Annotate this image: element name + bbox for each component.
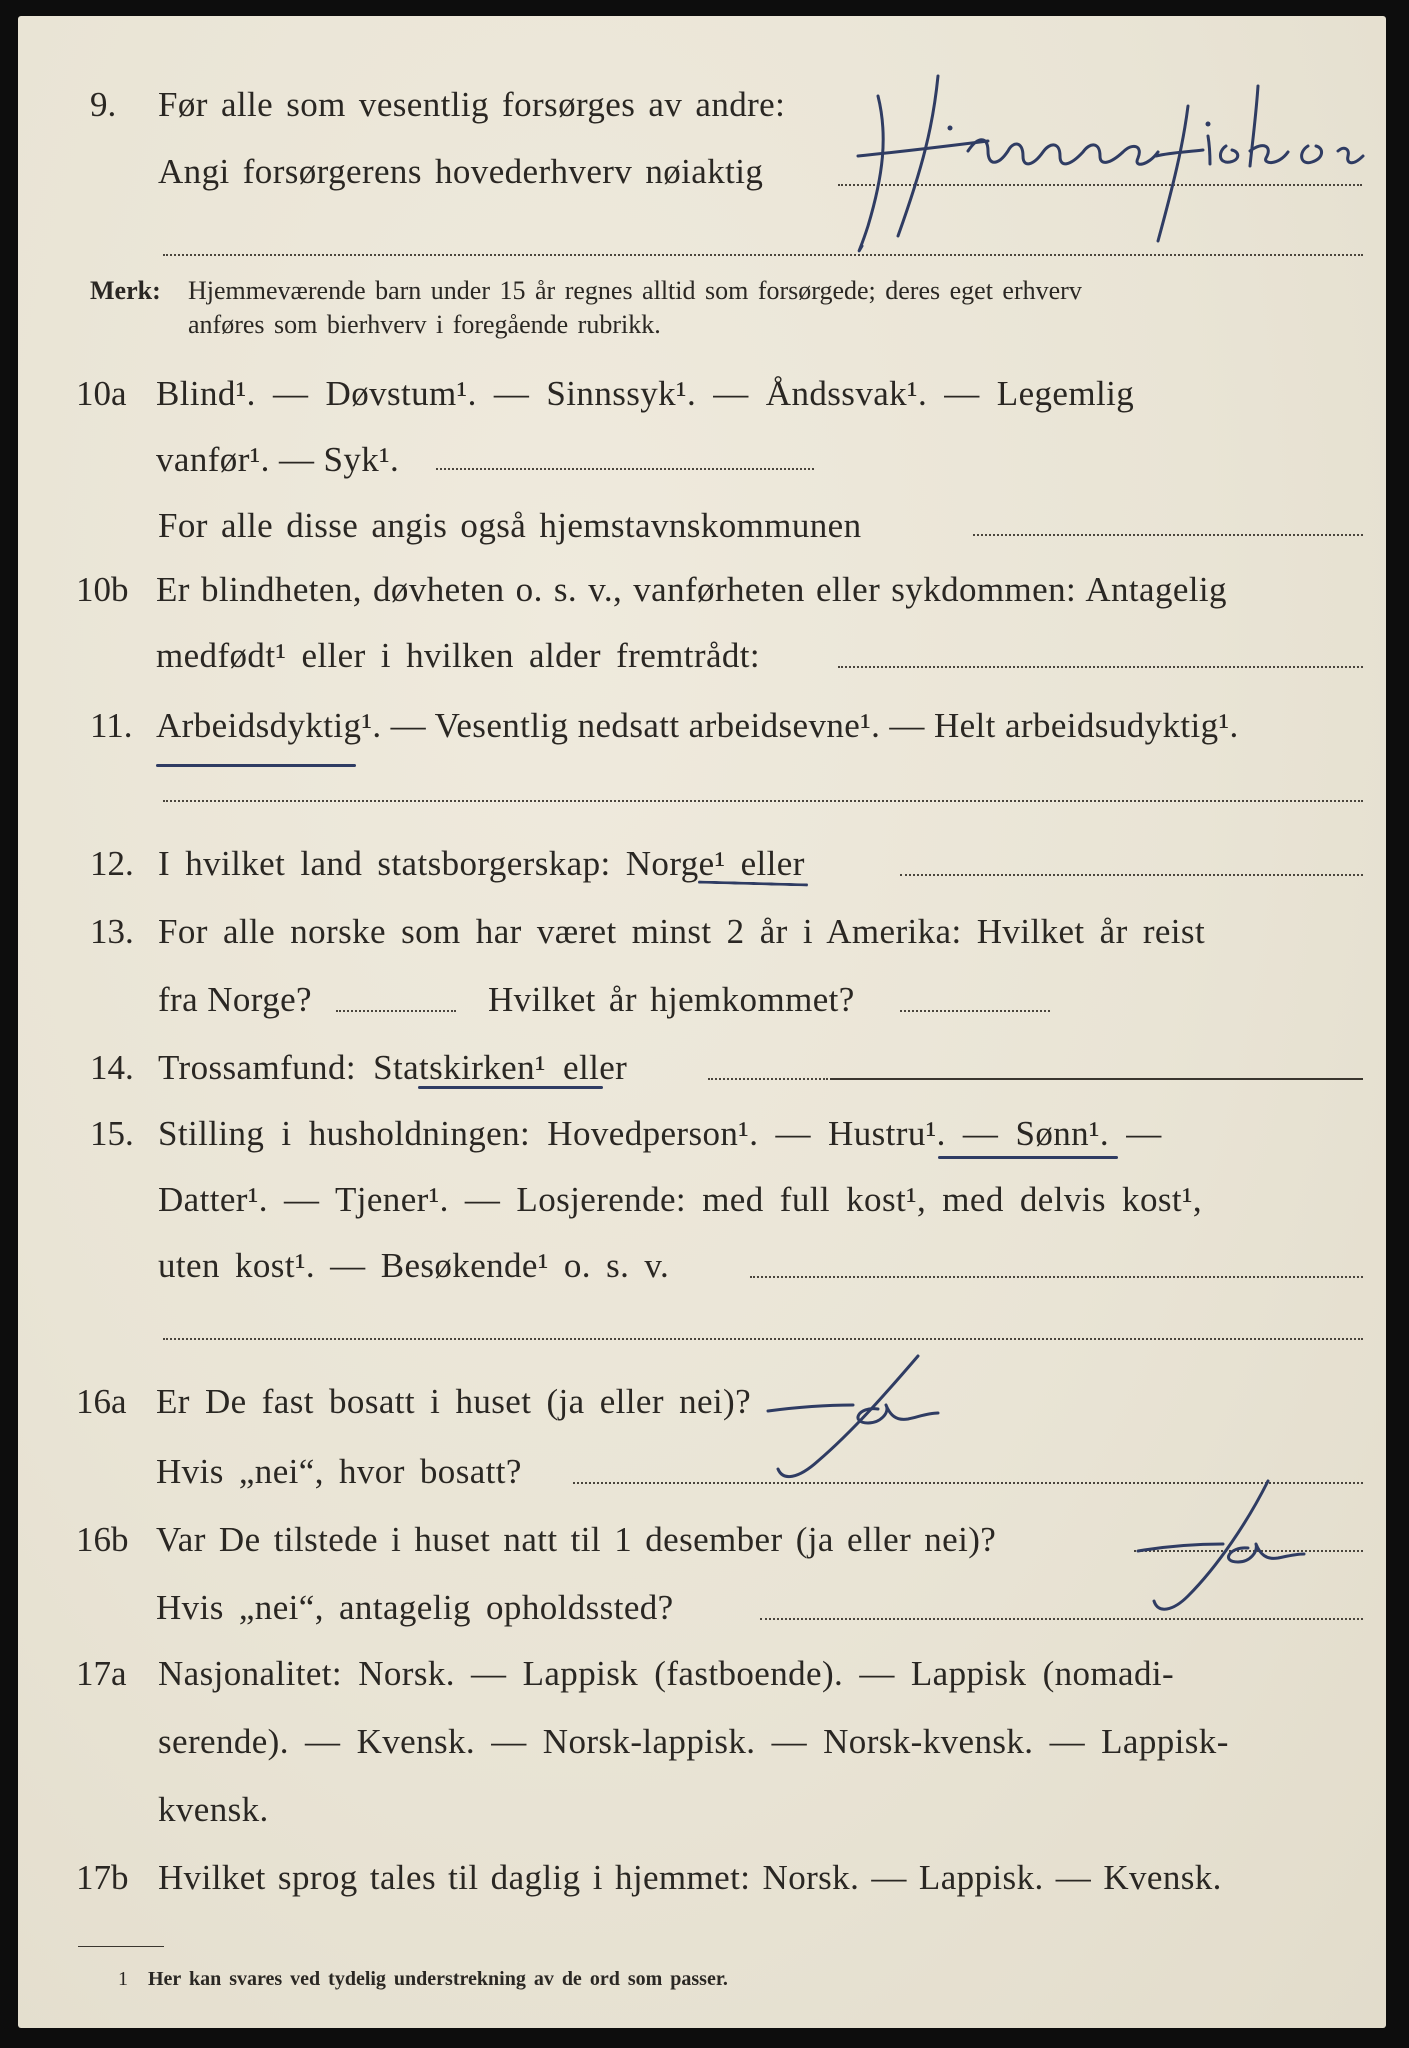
q10a-municipality-line — [973, 534, 1363, 536]
q16a-handwritten-answer — [758, 1341, 968, 1501]
q9-number: 9. — [90, 85, 117, 124]
q13-line2a: fra Norge? — [158, 980, 312, 1019]
q17a-line1: Nasjonalitet: Norsk. — Lappisk (fastboende). — Lappisk (nomadi- — [158, 1654, 1175, 1693]
q13-departure-line — [336, 1010, 456, 1012]
census-form-paper — [18, 16, 1386, 2028]
q10a-line1: Blind¹. — Døvstum¹. — Sinnssyk¹. — Åndssvak¹. — Legemlig — [156, 374, 1135, 413]
q17b-number: 17b — [76, 1858, 129, 1897]
q17a-number: 17a — [76, 1654, 127, 1693]
q17a-line3: kvensk. — [158, 1790, 269, 1829]
q10b-answer-line — [838, 666, 1363, 668]
q14-line1: Trossamfund: Statskirken¹ eller — [158, 1048, 628, 1087]
q15-line2: Datter¹. — Tjener¹. — Losjerende: med full kost¹, med delvis kost¹, — [158, 1180, 1203, 1219]
q11-number: 11. — [90, 706, 133, 745]
q15-answer-line — [750, 1276, 1363, 1278]
q16b-number: 16b — [76, 1520, 129, 1559]
q16a-line1: Er De fast bosatt i huset (ja eller nei)? — [156, 1382, 752, 1421]
q15-underline-hustru — [938, 1156, 1118, 1159]
q15-number: 15. — [90, 1114, 134, 1153]
q13-line1: For alle norske som har været minst 2 år i Amerika: Hvilket år reist — [158, 912, 1206, 951]
q16a-number: 16a — [76, 1382, 127, 1421]
q14-answer-dots — [708, 1078, 828, 1080]
q13-line2b: Hvilket år hjemkommet? — [488, 980, 855, 1019]
merk-label: Merk: — [90, 276, 161, 305]
q15-line3: uten kost¹. — Besøkende¹ o. s. v. — [158, 1246, 670, 1285]
q17a-line2: serende). — Kvensk. — Norsk-lappisk. — Norsk-kvensk. — Lappisk- — [158, 1722, 1229, 1761]
q12-answer-line — [900, 874, 1363, 876]
q16b-handwritten-answer — [1108, 1466, 1328, 1626]
q16b-line2: Hvis „nei“, antagelig opholdssted? — [156, 1588, 674, 1627]
q9-handwritten-answer — [838, 56, 1378, 266]
q12-number: 12. — [90, 844, 134, 883]
q10a-line3: For alle disse angis også hjemstavnskommunen — [158, 506, 862, 545]
merk-line1: Hjemmeværende barn under 15 år regnes alltid som forsørgede; deres eget erhverv — [188, 276, 1082, 305]
q9-line1: Før alle som vesentlig forsørges av andre: — [158, 85, 786, 124]
footnote-text: Her kan svares ved tydelig understrekning av de ord som passer. — [148, 1968, 728, 1990]
merk-line2: anføres som bierhverv i foregående rubrikk. — [188, 310, 661, 339]
q13-number: 13. — [90, 912, 134, 951]
q16b-line1: Var De tilstede i huset natt til 1 desember (ja eller nei)? — [156, 1520, 997, 1559]
q11-line1: Arbeidsdyktig¹. — Vesentlig nedsatt arbeidsevne¹. — Helt arbeidsudyktig¹. — [156, 706, 1239, 745]
q11-underline-arbeidsdyktig — [156, 764, 356, 767]
q13-return-line — [900, 1010, 1050, 1012]
q16a-line2: Hvis „nei“, hvor bosatt? — [156, 1452, 522, 1491]
q11-blank-line — [163, 800, 1363, 802]
q14-underline-statskirken — [418, 1086, 603, 1089]
q10b-line1: Er blindheten, døvheten o. s. v., vanførheten eller sykdommen: Antagelig — [156, 570, 1227, 609]
q10a-answer-line — [436, 468, 814, 470]
q12-line1: I hvilket land statsborgerskap: Norge¹ eller — [158, 844, 805, 883]
q9-line2: Angi forsørgerens hovederhverv nøiaktig — [158, 152, 764, 191]
q17b-line1: Hvilket sprog tales til daglig i hjemmet: Norsk. — Lappisk. — Kvensk. — [158, 1858, 1222, 1897]
footnote-mark: 1 — [118, 1968, 128, 1990]
q10b-number: 10b — [76, 570, 129, 609]
q14-number: 14. — [90, 1048, 134, 1087]
q10a-line2: vanfør¹. — Syk¹. — [156, 440, 400, 479]
q10b-line2: medfødt¹ eller i hvilken alder fremtrådt: — [156, 636, 761, 675]
q15-blank-line — [163, 1338, 1363, 1340]
q14-answer-line — [830, 1078, 1363, 1080]
q10a-number: 10a — [76, 374, 127, 413]
q15-line1: Stilling i husholdningen: Hovedperson¹. — Hustru¹. — Sønn¹. — — [158, 1114, 1162, 1153]
footnote-rule — [78, 1946, 164, 1947]
